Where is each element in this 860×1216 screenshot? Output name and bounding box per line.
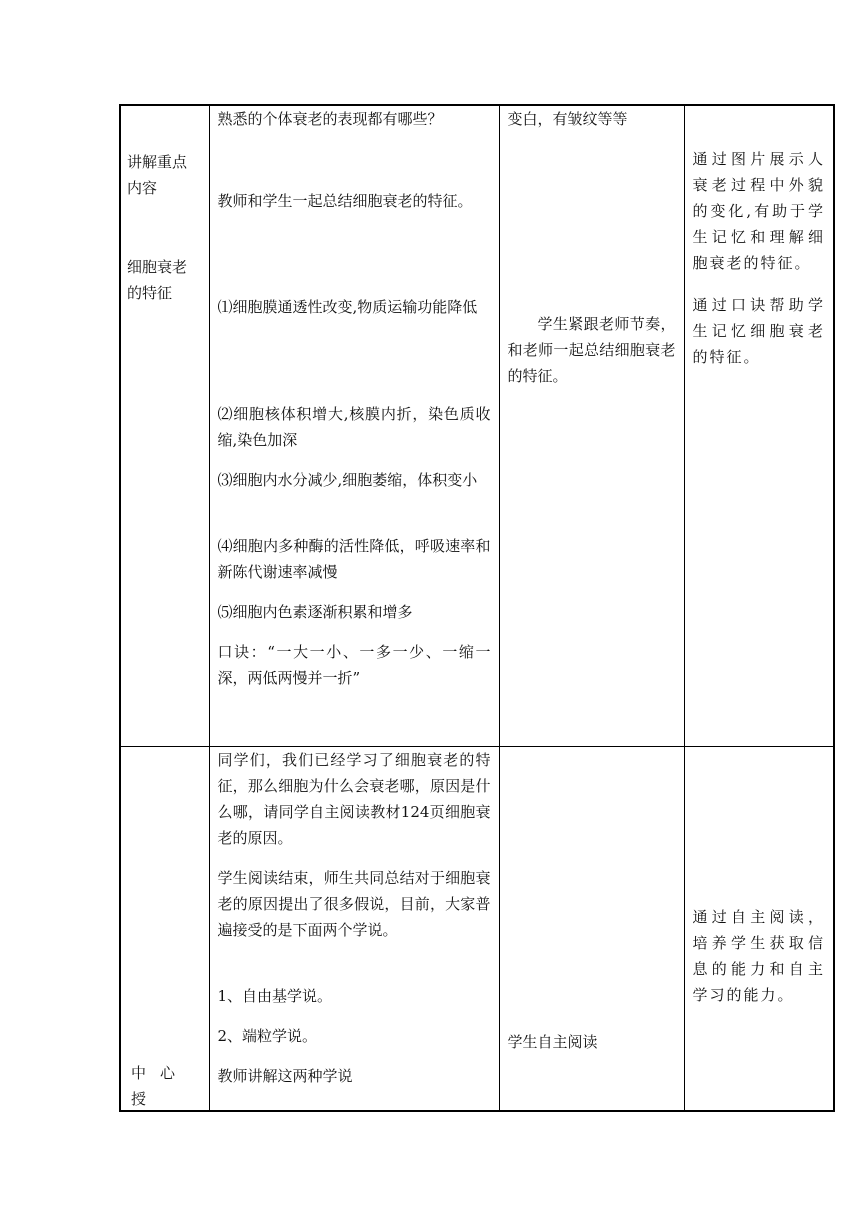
section1-student-cell — [499, 105, 684, 746]
student-follow: 学生紧跟老师节奏，和老师一起总结细胞衰老的特征。 — [507, 315, 676, 385]
section1-intent-cell — [684, 105, 834, 746]
section2-teacher-cell — [209, 746, 499, 1111]
section1-teacher-cell — [209, 105, 499, 746]
feature-point-5: ⑸细胞内色素逐渐积累和增多 — [217, 603, 413, 621]
section2-intent-cell — [684, 746, 834, 1111]
mnemonic-text: 口诀：“一大一小、一多一少、一缩一深，两低两慢并一折” — [217, 643, 491, 687]
intent-reading-paragraph: 通过自主阅读，培养学生获取信息的能力和自主学习的能力。 — [692, 907, 825, 1004]
student-answer: 变白，有皱纹等等 — [507, 110, 628, 128]
hypothesis-item-1: 1、自由基学说。 — [217, 986, 333, 1005]
teacher-question: 熟悉的个体衰老的表现都有哪些？ — [217, 110, 443, 128]
teacher-summary-paragraph: 学生阅读结束，师生共同总结对于细胞衰老的原因提出了很多假说，目前，大家普遍接受的是下面两个学说。 — [217, 868, 491, 939]
section2-bottom-label: 中心授 — [131, 1064, 190, 1108]
teacher-summary-intro: 教师和学生一起总结细胞衰老的特征。 — [217, 192, 473, 210]
section-heading: 讲解重点内容 — [127, 153, 188, 197]
feature-point-3: ⑶细胞内水分减少,细胞萎缩，体积变小 — [217, 471, 478, 489]
section2-student-cell — [499, 746, 684, 1111]
hypothesis-item-2: 2、端粒学说。 — [217, 1026, 318, 1045]
section1-label-cell — [120, 105, 209, 746]
section2-label-cell — [120, 746, 209, 1111]
intent-paragraph-1: 通过图片展示人衰老过程中外貌的变化,有助于学生记忆和理解细胞衰老的特征。 — [692, 150, 825, 272]
lesson-plan-table — [119, 104, 835, 1112]
table-row — [120, 746, 834, 1111]
feature-point-1: ⑴细胞膜通透性改变,物质运输功能降低 — [217, 298, 478, 316]
intent-paragraph-2: 通过口诀帮助学生记忆细胞衰老的特征。 — [692, 296, 825, 366]
student-reading: 学生自主阅读 — [507, 1032, 598, 1051]
section-topic: 细胞衰老的特征 — [127, 258, 188, 302]
feature-point-4: ⑷细胞内多种酶的活性降低，呼吸速率和新陈代谢速率减慢 — [217, 537, 491, 581]
teacher-explain: 教师讲解这两种学说 — [217, 1066, 353, 1085]
feature-point-2: ⑵细胞核体积增大,核膜内折，染色质收缩,染色加深 — [217, 405, 491, 449]
teacher-intro-paragraph: 同学们，我们已经学习了细胞衰老的特征，那么细胞为什么会衰老哪，原因是什么哪，请同学自主阅读教材124页细胞衰老的原因。 — [217, 750, 491, 847]
table-row — [120, 105, 834, 746]
